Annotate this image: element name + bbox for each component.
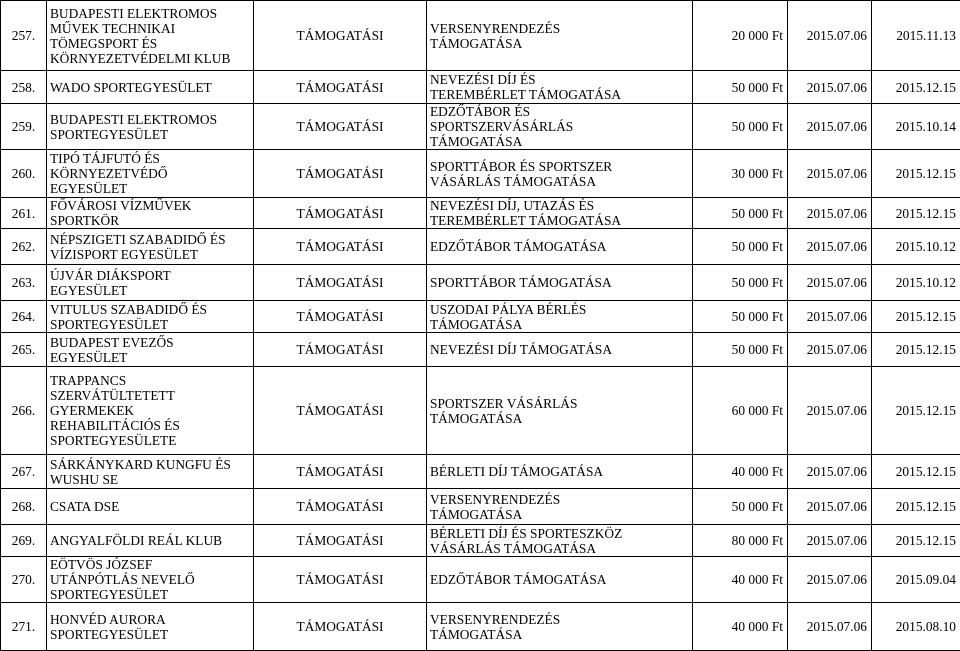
settlement-date: 2015.08.10 xyxy=(872,603,960,651)
row-number: 266. xyxy=(1,367,47,455)
organization-name xyxy=(47,333,254,367)
support-type: TÁMOGATÁSI xyxy=(254,150,427,198)
row-number: 271. xyxy=(1,603,47,651)
organization-name-line: VÍZISPORT EGYESÜLET xyxy=(50,247,250,262)
organization-name xyxy=(47,367,254,455)
support-type: TÁMOGATÁSI xyxy=(254,1,427,71)
support-purpose xyxy=(427,367,693,455)
table-row xyxy=(1,265,960,301)
support-purpose-line: TEREMBÉRLET TÁMOGATÁSA xyxy=(430,213,689,228)
table-row xyxy=(1,1,960,71)
organization-name xyxy=(47,557,254,603)
organization-name xyxy=(47,71,254,104)
support-purpose-line: TÁMOGATÁSA xyxy=(430,411,689,426)
support-type: TÁMOGATÁSI xyxy=(254,71,427,104)
support-purpose xyxy=(427,71,693,104)
organization-name-line: SPORTKÖR xyxy=(50,213,250,228)
organization-name-line: FŐVÁROSI VÍZMŰVEK xyxy=(50,198,250,213)
support-purpose-line: TÁMOGATÁSA xyxy=(430,36,689,51)
organization-name-line: EGYESÜLET xyxy=(50,181,250,196)
settlement-date: 2015.12.15 xyxy=(872,525,960,557)
support-purpose-line: VERSENYRENDEZÉS xyxy=(430,492,689,507)
organization-name-line: KÖRNYEZETVÉDELMI KLUB xyxy=(50,51,250,66)
support-purpose-line: EDZŐTÁBOR TÁMOGATÁSA xyxy=(430,239,689,254)
support-type: TÁMOGATÁSI xyxy=(254,265,427,301)
support-purpose xyxy=(427,198,693,229)
organization-name-line: SPORTEGYESÜLET xyxy=(50,317,250,332)
settlement-date: 2015.12.15 xyxy=(872,489,960,525)
table-row xyxy=(1,557,960,603)
table-row xyxy=(1,367,960,455)
settlement-date: 2015.12.15 xyxy=(872,301,960,333)
row-number: 267. xyxy=(1,455,47,489)
row-number: 260. xyxy=(1,150,47,198)
settlement-date: 2015.12.15 xyxy=(872,198,960,229)
settlement-date: 2015.12.15 xyxy=(872,333,960,367)
support-purpose-line: VERSENYRENDEZÉS xyxy=(430,21,689,36)
support-purpose xyxy=(427,489,693,525)
support-purpose-line: VÁSÁRLÁS TÁMOGATÁSA xyxy=(430,174,689,189)
organization-name-line: TIPÓ TÁJFUTÓ ÉS xyxy=(50,151,250,166)
organization-name-line: REHABILITÁCIÓS ÉS xyxy=(50,418,250,433)
support-purpose-line: SPORTTÁBOR TÁMOGATÁSA xyxy=(430,275,689,290)
organization-name-line: VITULUS SZABADIDŐ ÉS xyxy=(50,302,250,317)
organization-name xyxy=(47,525,254,557)
settlement-date: 2015.12.15 xyxy=(872,71,960,104)
support-purpose xyxy=(427,557,693,603)
organization-name-line: UTÁNPÓTLÁS NEVELŐ xyxy=(50,572,250,587)
organization-name xyxy=(47,1,254,71)
support-purpose xyxy=(427,301,693,333)
settlement-date: 2015.11.13 xyxy=(872,1,960,71)
decision-date: 2015.07.06 xyxy=(788,455,872,489)
table-row xyxy=(1,150,960,198)
table-row xyxy=(1,603,960,651)
support-amount: 80 000 Ft xyxy=(693,525,788,557)
support-purpose xyxy=(427,229,693,265)
decision-date: 2015.07.06 xyxy=(788,603,872,651)
decision-date: 2015.07.06 xyxy=(788,525,872,557)
support-purpose-line: TÁMOGATÁSA xyxy=(430,317,689,332)
table-row xyxy=(1,198,960,229)
support-purpose xyxy=(427,333,693,367)
support-purpose xyxy=(427,150,693,198)
support-type: TÁMOGATÁSI xyxy=(254,301,427,333)
organization-name-line: BUDAPEST EVEZŐS xyxy=(50,335,250,350)
organization-name-line: EÖTVÖS JÓZSEF xyxy=(50,557,250,572)
row-number: 269. xyxy=(1,525,47,557)
row-number: 265. xyxy=(1,333,47,367)
support-type: TÁMOGATÁSI xyxy=(254,333,427,367)
support-amount: 50 000 Ft xyxy=(693,71,788,104)
support-type: TÁMOGATÁSI xyxy=(254,489,427,525)
organization-name-line: TÖMEGSPORT ÉS xyxy=(50,36,250,51)
organization-name-line: SPORTEGYESÜLET xyxy=(50,127,250,142)
organization-name-line: KÖRNYEZETVÉDŐ xyxy=(50,166,250,181)
decision-date: 2015.07.06 xyxy=(788,104,872,150)
organization-name-line: WUSHU SE xyxy=(50,472,250,487)
organization-name-line: EGYESÜLET xyxy=(50,283,250,298)
settlement-date: 2015.12.15 xyxy=(872,367,960,455)
organization-name xyxy=(47,104,254,150)
support-type: TÁMOGATÁSI xyxy=(254,455,427,489)
support-purpose-line: SPORTSZERVÁSÁRLÁS xyxy=(430,119,689,134)
row-number: 257. xyxy=(1,1,47,71)
decision-date: 2015.07.06 xyxy=(788,150,872,198)
organization-name-line: NÉPSZIGETI SZABADIDŐ ÉS xyxy=(50,232,250,247)
support-amount: 50 000 Ft xyxy=(693,229,788,265)
support-purpose-line: BÉRLETI DÍJ ÉS SPORTESZKÖZ xyxy=(430,526,689,541)
organization-name-line: SPORTEGYESÜLET xyxy=(50,627,250,642)
support-purpose xyxy=(427,265,693,301)
organization-name xyxy=(47,229,254,265)
organization-name-line: SPORTEGYESÜLETE xyxy=(50,433,250,448)
support-purpose-line: TÁMOGATÁSA xyxy=(430,507,689,522)
support-type: TÁMOGATÁSI xyxy=(254,229,427,265)
organization-name-line: GYERMEKEK xyxy=(50,403,250,418)
decision-date: 2015.07.06 xyxy=(788,301,872,333)
decision-date: 2015.07.06 xyxy=(788,265,872,301)
organization-name-line: MŰVEK TECHNIKAI xyxy=(50,21,250,36)
support-purpose-line: NEVEZÉSI DÍJ, UTAZÁS ÉS xyxy=(430,198,689,213)
support-purpose xyxy=(427,104,693,150)
support-amount: 40 000 Ft xyxy=(693,603,788,651)
row-number: 263. xyxy=(1,265,47,301)
support-amount: 40 000 Ft xyxy=(693,557,788,603)
organization-name-line: SÁRKÁNYKARD KUNGFU ÉS xyxy=(50,457,250,472)
organization-name xyxy=(47,489,254,525)
support-purpose-line: SPORTTÁBOR ÉS SPORTSZER xyxy=(430,159,689,174)
organization-name xyxy=(47,150,254,198)
support-purpose-line: TÁMOGATÁSA xyxy=(430,134,689,149)
organization-name-line: ÚJVÁR DIÁKSPORT xyxy=(50,268,250,283)
organization-name xyxy=(47,455,254,489)
settlement-date: 2015.12.15 xyxy=(872,150,960,198)
organization-name-line: HONVÉD AURORA xyxy=(50,612,250,627)
support-purpose-line: BÉRLETI DÍJ TÁMOGATÁSA xyxy=(430,464,689,479)
decision-date: 2015.07.06 xyxy=(788,198,872,229)
table-row xyxy=(1,489,960,525)
support-purpose xyxy=(427,525,693,557)
organization-name xyxy=(47,603,254,651)
support-amount: 50 000 Ft xyxy=(693,265,788,301)
organization-name-line: TRAPPANCS xyxy=(50,373,250,388)
support-amount: 60 000 Ft xyxy=(693,367,788,455)
support-purpose-line: USZODAI PÁLYA BÉRLÉS xyxy=(430,302,689,317)
row-number: 262. xyxy=(1,229,47,265)
row-number: 264. xyxy=(1,301,47,333)
table-row xyxy=(1,301,960,333)
support-amount: 50 000 Ft xyxy=(693,104,788,150)
organization-name-line: EGYESÜLET xyxy=(50,350,250,365)
organization-name-line: BUDAPESTI ELEKTROMOS xyxy=(50,6,250,21)
organization-name-line: SPORTEGYESÜLET xyxy=(50,587,250,602)
support-amount: 50 000 Ft xyxy=(693,198,788,229)
support-amount: 50 000 Ft xyxy=(693,489,788,525)
support-amount: 40 000 Ft xyxy=(693,455,788,489)
organization-name-line: BUDAPESTI ELEKTROMOS xyxy=(50,112,250,127)
settlement-date: 2015.10.14 xyxy=(872,104,960,150)
settlement-date: 2015.10.12 xyxy=(872,229,960,265)
table-row xyxy=(1,71,960,104)
row-number: 268. xyxy=(1,489,47,525)
decision-date: 2015.07.06 xyxy=(788,557,872,603)
settlement-date: 2015.10.12 xyxy=(872,265,960,301)
row-number: 270. xyxy=(1,557,47,603)
support-purpose-line: EDZŐTÁBOR ÉS xyxy=(430,104,689,119)
organization-name xyxy=(47,198,254,229)
organization-name-line: SZERVÁTÜLTETETT xyxy=(50,388,250,403)
decision-date: 2015.07.06 xyxy=(788,71,872,104)
support-purpose xyxy=(427,603,693,651)
table-row xyxy=(1,229,960,265)
table-row xyxy=(1,104,960,150)
organization-name xyxy=(47,301,254,333)
support-purpose-line: VERSENYRENDEZÉS xyxy=(430,612,689,627)
support-purpose-line: TÁMOGATÁSA xyxy=(430,627,689,642)
support-type: TÁMOGATÁSI xyxy=(254,198,427,229)
support-amount: 20 000 Ft xyxy=(693,1,788,71)
decision-date: 2015.07.06 xyxy=(788,1,872,71)
decision-date: 2015.07.06 xyxy=(788,333,872,367)
organization-name-line: WADO SPORTEGYESÜLET xyxy=(50,80,250,95)
table-row xyxy=(1,455,960,489)
organization-name-line: CSATA DSE xyxy=(50,499,250,514)
decision-date: 2015.07.06 xyxy=(788,367,872,455)
support-purpose-line: VÁSÁRLÁS TÁMOGATÁSA xyxy=(430,541,689,556)
settlement-date: 2015.12.15 xyxy=(872,455,960,489)
support-amount: 50 000 Ft xyxy=(693,301,788,333)
support-purpose xyxy=(427,455,693,489)
support-purpose xyxy=(427,1,693,71)
support-type: TÁMOGATÁSI xyxy=(254,367,427,455)
table-row xyxy=(1,525,960,557)
support-amount: 50 000 Ft xyxy=(693,333,788,367)
organization-name-line: ANGYALFÖLDI REÁL KLUB xyxy=(50,533,250,548)
support-amount: 30 000 Ft xyxy=(693,150,788,198)
support-purpose-line: TEREMBÉRLET TÁMOGATÁSA xyxy=(430,87,689,102)
row-number: 258. xyxy=(1,71,47,104)
support-purpose-line: EDZŐTÁBOR TÁMOGATÁSA xyxy=(430,572,689,587)
support-purpose-line: NEVEZÉSI DÍJ TÁMOGATÁSA xyxy=(430,342,689,357)
decision-date: 2015.07.06 xyxy=(788,489,872,525)
support-type: TÁMOGATÁSI xyxy=(254,557,427,603)
table-body xyxy=(1,1,960,651)
decision-date: 2015.07.06 xyxy=(788,229,872,265)
support-type: TÁMOGATÁSI xyxy=(254,603,427,651)
support-purpose-line: SPORTSZER VÁSÁRLÁS xyxy=(430,396,689,411)
row-number: 259. xyxy=(1,104,47,150)
organization-name xyxy=(47,265,254,301)
settlement-date: 2015.09.04 xyxy=(872,557,960,603)
support-type: TÁMOGATÁSI xyxy=(254,525,427,557)
support-type: TÁMOGATÁSI xyxy=(254,104,427,150)
table-row xyxy=(1,333,960,367)
row-number: 261. xyxy=(1,198,47,229)
support-purpose-line: NEVEZÉSI DÍJ ÉS xyxy=(430,72,689,87)
